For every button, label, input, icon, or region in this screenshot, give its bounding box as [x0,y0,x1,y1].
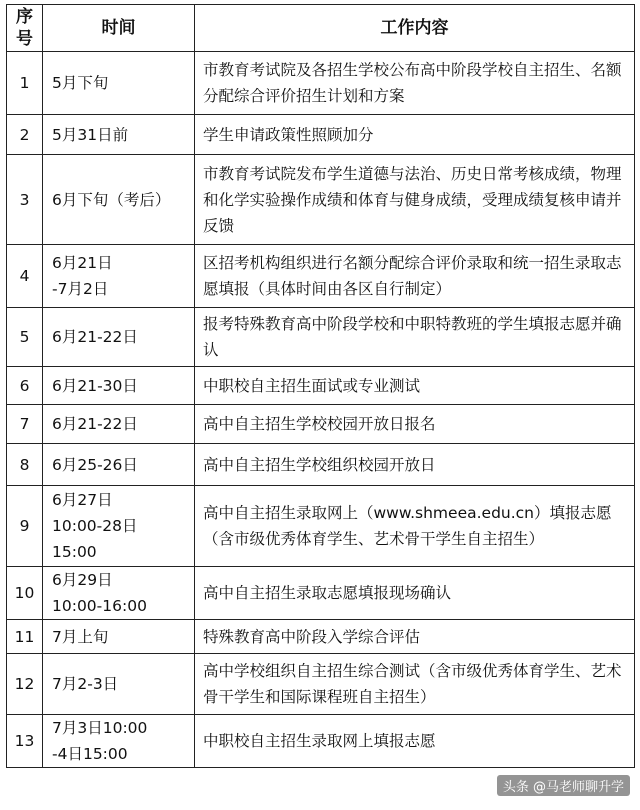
table-row [7,654,635,715]
watermark [497,775,630,796]
row-content: 高中自主招生学校校园开放日报名 [195,405,635,444]
table-row [7,245,635,308]
row-time: 6月25-26日 [43,444,195,486]
row-time: 6月21日 -7月2日 [43,245,195,308]
row-index: 11 [7,620,43,654]
row-content: 中职校自主招生录取网上填报志愿 [195,715,635,768]
row-time: 7月上旬 [43,620,195,654]
row-index: 8 [7,444,43,486]
table-row [7,444,635,486]
row-time: 7月3日10:00 -4日15:00 [43,715,195,768]
row-index: 13 [7,715,43,768]
table-row [7,620,635,654]
row-time: 6月21-22日 [43,405,195,444]
row-time: 6月29日 10:00-16:00 [43,567,195,620]
table-row [7,486,635,567]
row-index: 10 [7,567,43,620]
row-time: 5月下旬 [43,52,195,115]
row-content: 特殊教育高中阶段入学综合评估 [195,620,635,654]
row-time: 7月2-3日 [43,654,195,715]
row-content: 高中自主招生学校组织校园开放日 [195,444,635,486]
header-time: 时间 [43,5,195,52]
table-header-row [7,5,635,52]
row-content: 报考特殊教育高中阶段学校和中职特教班的学生填报志愿并确认 [195,308,635,367]
row-index: 9 [7,486,43,567]
row-content: 中职校自主招生面试或专业测试 [195,367,635,405]
row-index: 1 [7,52,43,115]
row-index: 3 [7,155,43,245]
table-row [7,115,635,155]
row-time: 6月27日 10:00-28日 15:00 [43,486,195,567]
row-index: 5 [7,308,43,367]
table-row [7,567,635,620]
header-content: 工作内容 [195,5,635,52]
row-index: 12 [7,654,43,715]
row-content: 高中自主招生录取志愿填报现场确认 [195,567,635,620]
row-index: 6 [7,367,43,405]
table-row [7,367,635,405]
row-index: 7 [7,405,43,444]
table-row [7,52,635,115]
row-content: 市教育考试院发布学生道德与法治、历史日常考核成绩，物理和化学实验操作成绩和体育与健身成绩，受理成绩复核申请并反馈 [195,155,635,245]
row-index: 2 [7,115,43,155]
table-row [7,308,635,367]
row-content: 市教育考试院及各招生学校公布高中阶段学校自主招生、名额分配综合评价招生计划和方案 [195,52,635,115]
table-row [7,155,635,245]
row-content: 区招考机构组织进行名额分配综合评价录取和统一招生录取志愿填报（具体时间由各区自行制定） [195,245,635,308]
row-content: 高中自主招生录取网上（www.shmeea.edu.cn）填报志愿（含市级优秀体育学生、艺术骨干学生自主招生） [195,486,635,567]
row-time: 6月21-30日 [43,367,195,405]
watermark-text: 头条 @马老师聊升学 [502,780,624,795]
enrollment-schedule-table [6,4,635,768]
table-row [7,405,635,444]
table-row [7,715,635,768]
row-time: 6月21-22日 [43,308,195,367]
row-index: 4 [7,245,43,308]
row-content: 学生申请政策性照顾加分 [195,115,635,155]
row-time: 6月下旬（考后） [43,155,195,245]
row-time: 5月31日前 [43,115,195,155]
row-content: 高中学校组织自主招生综合测试（含市级优秀体育学生、艺术骨干学生和国际课程班自主招生） [195,654,635,715]
header-index: 序号 [7,5,43,52]
